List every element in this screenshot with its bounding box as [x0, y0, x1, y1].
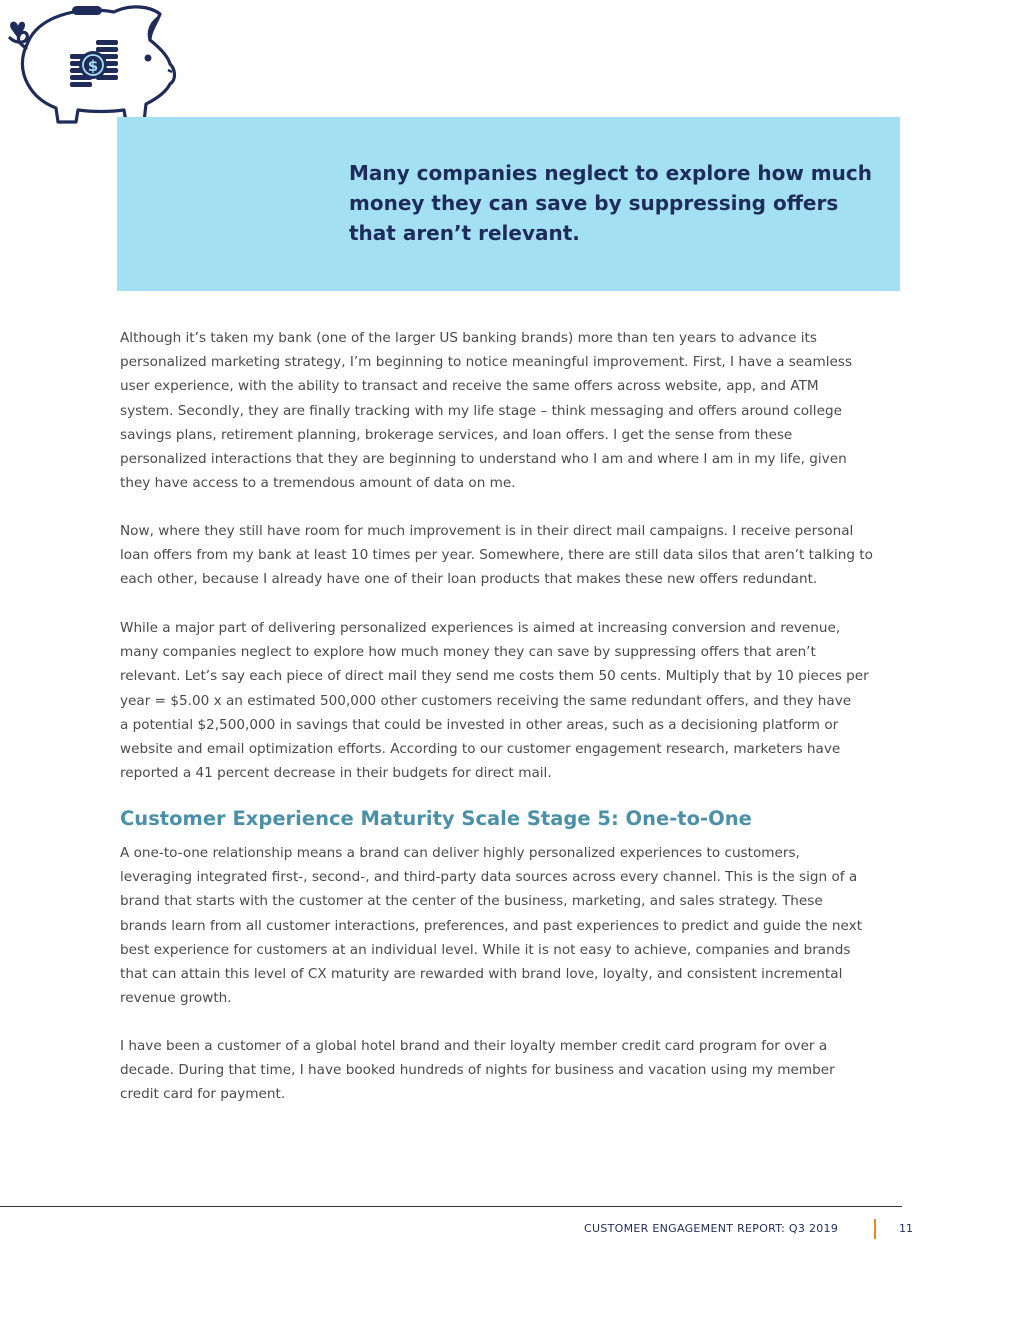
- text-line: While a major part of delivering personalized experiences is aimed at increasing conversion and revenue,: [120, 620, 841, 636]
- text-line: each other, because I already have one of their loan products that makes these new offers redundant.: [120, 571, 818, 588]
- text-line: many companies neglect to explore how much money they can save by suppressing offers that aren’t: [120, 644, 816, 661]
- text-line: credit card for payment.: [120, 1086, 286, 1103]
- text-line: relevant. Let’s say each piece of direct mail they send me costs them 50 cents. Multiply that by 10 pieces per: [120, 668, 869, 685]
- svg-text:$: $: [87, 57, 99, 75]
- text-line: personalized marketing strategy, I’m beginning to notice meaningful improvement. First, I have a seamless: [120, 354, 853, 371]
- text-line: a potential $2,500,000 in savings that could be invested in other areas, such as a decisioning platform or: [120, 716, 839, 733]
- section-heading: Customer Experience Maturity Scale Stage 5: One-to-One: [120, 807, 752, 830]
- text-line: reported a 41 percent decrease in their budgets for direct mail.: [120, 765, 552, 782]
- text-line: I have been a customer of a global hotel brand and their loyalty member credit card program for over a: [120, 1038, 828, 1054]
- text-line: brands learn from all customer interactions, preferences, and past experiences to predict and guide the next: [120, 917, 863, 934]
- text-line: user experience, with the ability to transact and receive the same offers across website, app, and ATM: [120, 378, 819, 395]
- text-line: they have access to a tremendous amount of data on me.: [120, 475, 516, 492]
- text-line: A one-to-one relationship means a brand can deliver highly personalized experiences to customers,: [120, 845, 800, 861]
- text-line: savings plans, retirement planning, brokerage services, and loan offers. I get the sense from these: [120, 426, 793, 443]
- paragraph-one-to-one: [120, 841, 910, 1010]
- footer-accent-bar: [874, 1219, 876, 1239]
- text-line: system. Secondly, they are finally tracking with my life stage – think messaging and offers around college: [120, 402, 842, 419]
- text-line: Although it’s taken my bank (one of the larger US banking brands) more than ten years to advance its: [120, 330, 817, 346]
- text-line: website and email optimization efforts. According to our customer engagement research, marketers have: [120, 741, 841, 758]
- text-line: year = $5.00 x an estimated 500,000 other customers receiving the same redundant offers, and they have: [120, 692, 852, 709]
- pull-quote-line: money they can save by suppressing offers: [349, 191, 839, 215]
- pull-quote-line: Many companies neglect to explore how much: [349, 161, 872, 185]
- footer-divider-line: [0, 1206, 902, 1207]
- paragraph-hotel-brand: [120, 1034, 910, 1107]
- paragraph-bank-personalization: [120, 326, 910, 495]
- footer-report-title: CUSTOMER ENGAGEMENT REPORT: Q3 2019: [584, 1222, 839, 1235]
- text-line: leveraging integrated first-, second-, and third-party data sources across every channel. This is the sign of a: [120, 869, 858, 886]
- text-line: decade. During that time, I have booked hundreds of nights for business and vacation using my member: [120, 1062, 835, 1079]
- text-line: Now, where they still have room for much improvement is in their direct mail campaigns. I receive personal: [120, 523, 854, 539]
- pull-quote-line: that aren’t relevant.: [349, 221, 580, 245]
- text-line: loan offers from my bank at least 10 times per year. Somewhere, there are still data silos that aren’t talking to: [120, 547, 873, 564]
- text-line: best experience for customers at an individual level. While it is not easy to achieve, companies and brands: [120, 941, 851, 958]
- piggy-bank-coins-icon: [0, 0, 178, 128]
- page-number: 11: [899, 1222, 913, 1235]
- paragraph-direct-mail: [120, 519, 910, 592]
- text-line: that can attain this level of CX maturity are rewarded with brand love, loyalty, and consistent incremental: [120, 966, 843, 983]
- pull-quote-text: [349, 158, 872, 248]
- paragraph-savings: [120, 616, 910, 785]
- text-line: brand that starts with the customer at the center of the business, marketing, and sales strategy. These: [120, 893, 823, 910]
- text-line: personalized interactions that they are beginning to understand who I am and where I am in my life, given: [120, 451, 847, 468]
- text-line: revenue growth.: [120, 990, 232, 1007]
